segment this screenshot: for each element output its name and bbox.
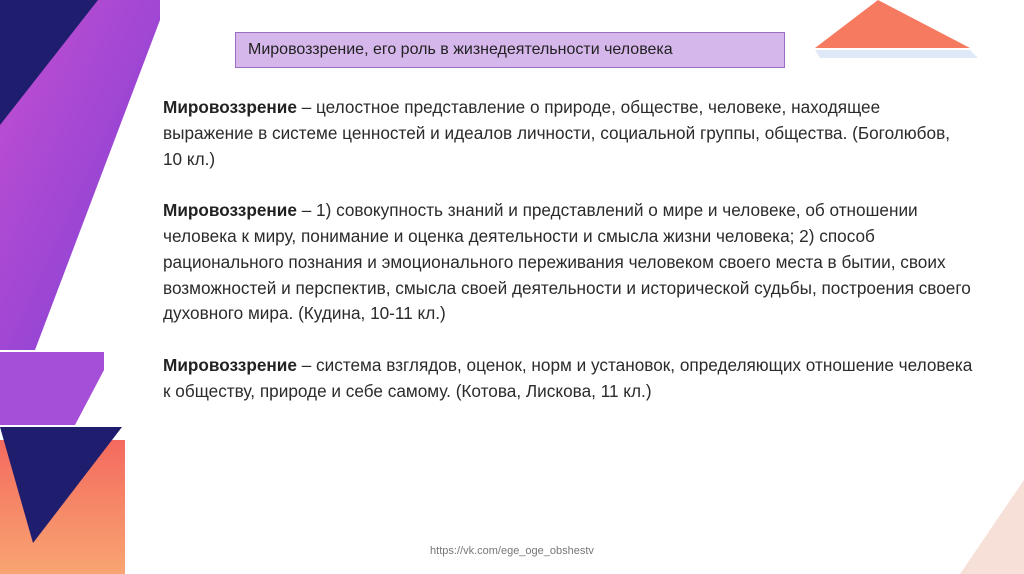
- footer-link-text[interactable]: https://vk.com/ege_oge_obshestv: [430, 545, 594, 557]
- definition-term: Мировоззрение: [163, 200, 297, 221]
- definition-text: – 1) совокупность знаний и представлений о мире и человеке, об отношении человека к миру, понимание и оценка деятельности и смысла жизни человека; 2) способ рационального познания и эмоционального переживания человеком своего места в бытии, своих возможностей и перспектив, смысла своей деятельности и исторической судьбы, построения своего духовного мира. (Кудина, 10-11 кл.): [163, 200, 971, 324]
- definition-term: Мировоззрение: [163, 97, 297, 117]
- definitions-list: [163, 95, 973, 430]
- definition-item: [163, 95, 973, 172]
- left-purple-shape-mid: [0, 352, 104, 425]
- definition-item: [163, 353, 973, 405]
- slide-title: [235, 32, 785, 68]
- definition-text: – система взглядов, оценок, норм и установок, определяющих отношение человека к обществу, природе и себе самому. (Котова, Лискова, 11 кл.): [163, 354, 973, 401]
- definition-item: [163, 198, 973, 327]
- definition-term: Мировоззрение: [163, 354, 297, 375]
- slide-title-text: Мировоззрение, его роль в жизнедеятельности человека: [248, 41, 673, 58]
- right-bottom-shape: [960, 480, 1024, 574]
- definition-text: – целостное представление о природе, обществе, человеке, находящее выражение в системе ценностей и идеалов личности, социальной группы, общества. (Боголюбов, 10 кл.): [163, 97, 950, 169]
- right-coral-triangle-shadow: [815, 50, 978, 58]
- footer-link[interactable]: [0, 545, 1024, 557]
- right-coral-triangle: [815, 0, 970, 48]
